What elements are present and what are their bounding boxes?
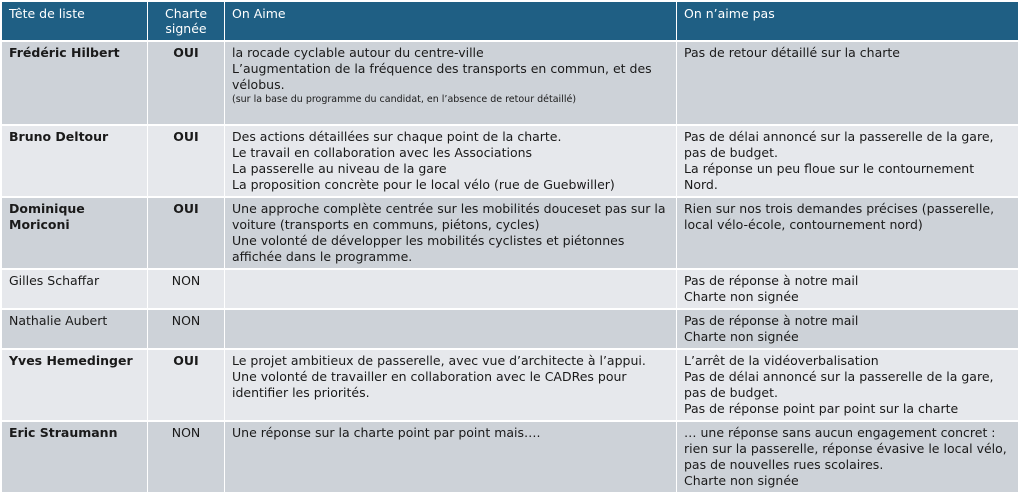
- header-charter-signed: Charte signée: [148, 2, 225, 40]
- likes-cell: [225, 268, 677, 308]
- charter-signed-value: OUI: [148, 40, 225, 124]
- table-row: [2, 268, 1019, 308]
- header-dislikes: On n’aime pas: [677, 2, 1019, 40]
- dislikes-line: Pas de retour détaillé sur la charte: [684, 45, 900, 60]
- dislikes-line: Charte non signée: [684, 329, 799, 344]
- dislikes-line: Charte non signée: [684, 289, 799, 304]
- likes-line: la rocade cyclable autour du centre-ville: [232, 45, 484, 60]
- likes-line: La proposition concrète pour le local vélo (rue de Guebwiller): [232, 177, 615, 192]
- dislikes-line: … une réponse sans aucun engagement concret : rien sur la passerelle, réponse évasive le local vélo, pas de nouvelles rues scolaires.: [684, 425, 1007, 472]
- likes-line: Une approche complète centrée sur les mobilités douceset pas sur la voiture (transports en communs, piétons, cycles): [232, 201, 666, 232]
- likes-line: Une volonté de travailler en collaboration avec le CADRes pour identifier les priorités.: [232, 369, 627, 400]
- candidate-name: Dominique Moriconi: [2, 196, 148, 268]
- candidate-name: Bruno Deltour: [2, 124, 148, 196]
- likes-note: (sur la base du programme du candidat, en l’absence de retour détaillé): [232, 94, 577, 105]
- dislikes-cell: [677, 124, 1019, 196]
- dislikes-cell: [677, 420, 1019, 492]
- table-row: [2, 348, 1019, 420]
- dislikes-cell: [677, 196, 1019, 268]
- dislikes-line: Charte non signée: [684, 473, 799, 488]
- table-row: [2, 124, 1019, 196]
- candidate-name: Gilles Schaffar: [2, 268, 148, 308]
- header-likes: On Aime: [225, 2, 677, 40]
- likes-cell: [225, 420, 677, 492]
- charter-signed-value: NON: [148, 420, 225, 492]
- dislikes-line: Pas de délai annoncé sur la passerelle de la gare, pas de budget.: [684, 369, 994, 400]
- likes-cell: [225, 196, 677, 268]
- candidate-name: Yves Hemedinger: [2, 348, 148, 420]
- likes-cell: [225, 308, 677, 348]
- candidate-name: Nathalie Aubert: [2, 308, 148, 348]
- charter-signed-value: NON: [148, 308, 225, 348]
- charter-signed-value: NON: [148, 268, 225, 308]
- likes-cell: [225, 124, 677, 196]
- table-row: [2, 420, 1019, 492]
- likes-line: Une volonté de développer les mobilités cyclistes et piétonnes affichée dans le programme.: [232, 233, 625, 264]
- likes-line: Des actions détaillées sur chaque point de la charte.: [232, 129, 562, 144]
- candidates-table: [2, 2, 1019, 492]
- dislikes-line: La réponse un peu floue sur le contournement Nord.: [684, 161, 975, 192]
- dislikes-line: L’arrêt de la vidéoverbalisation: [684, 353, 879, 368]
- table-row: [2, 40, 1019, 124]
- likes-line: Le projet ambitieux de passerelle, avec vue d’architecte à l’appui.: [232, 353, 646, 368]
- dislikes-line: Rien sur nos trois demandes précises (passerelle, local vélo-école, contournement nord): [684, 201, 995, 232]
- dislikes-line: Pas de réponse point par point sur la charte: [684, 401, 959, 416]
- charter-signed-value: OUI: [148, 124, 225, 196]
- likes-cell: [225, 348, 677, 420]
- likes-line: Une réponse sur la charte point par point mais….: [232, 425, 541, 440]
- candidate-name: Frédéric Hilbert: [2, 40, 148, 124]
- likes-cell: [225, 40, 677, 124]
- dislikes-cell: [677, 348, 1019, 420]
- dislikes-line: Pas de réponse à notre mail: [684, 273, 859, 288]
- dislikes-cell: [677, 40, 1019, 124]
- candidate-name: Eric Straumann: [2, 420, 148, 492]
- table-row: [2, 308, 1019, 348]
- header-list-head: Tête de liste: [2, 2, 148, 40]
- likes-line: Le travail en collaboration avec les Associations: [232, 145, 533, 160]
- table-header-row: [2, 2, 1019, 40]
- charter-signed-value: OUI: [148, 196, 225, 268]
- dislikes-cell: [677, 268, 1019, 308]
- likes-line: La passerelle au niveau de la gare: [232, 161, 447, 176]
- likes-line: L’augmentation de la fréquence des transports en commun, et des vélobus.: [232, 61, 652, 92]
- dislikes-line: Pas de réponse à notre mail: [684, 313, 859, 328]
- table-row: [2, 196, 1019, 268]
- dislikes-line: Pas de délai annoncé sur la passerelle de la gare, pas de budget.: [684, 129, 994, 160]
- charter-signed-value: OUI: [148, 348, 225, 420]
- dislikes-cell: [677, 308, 1019, 348]
